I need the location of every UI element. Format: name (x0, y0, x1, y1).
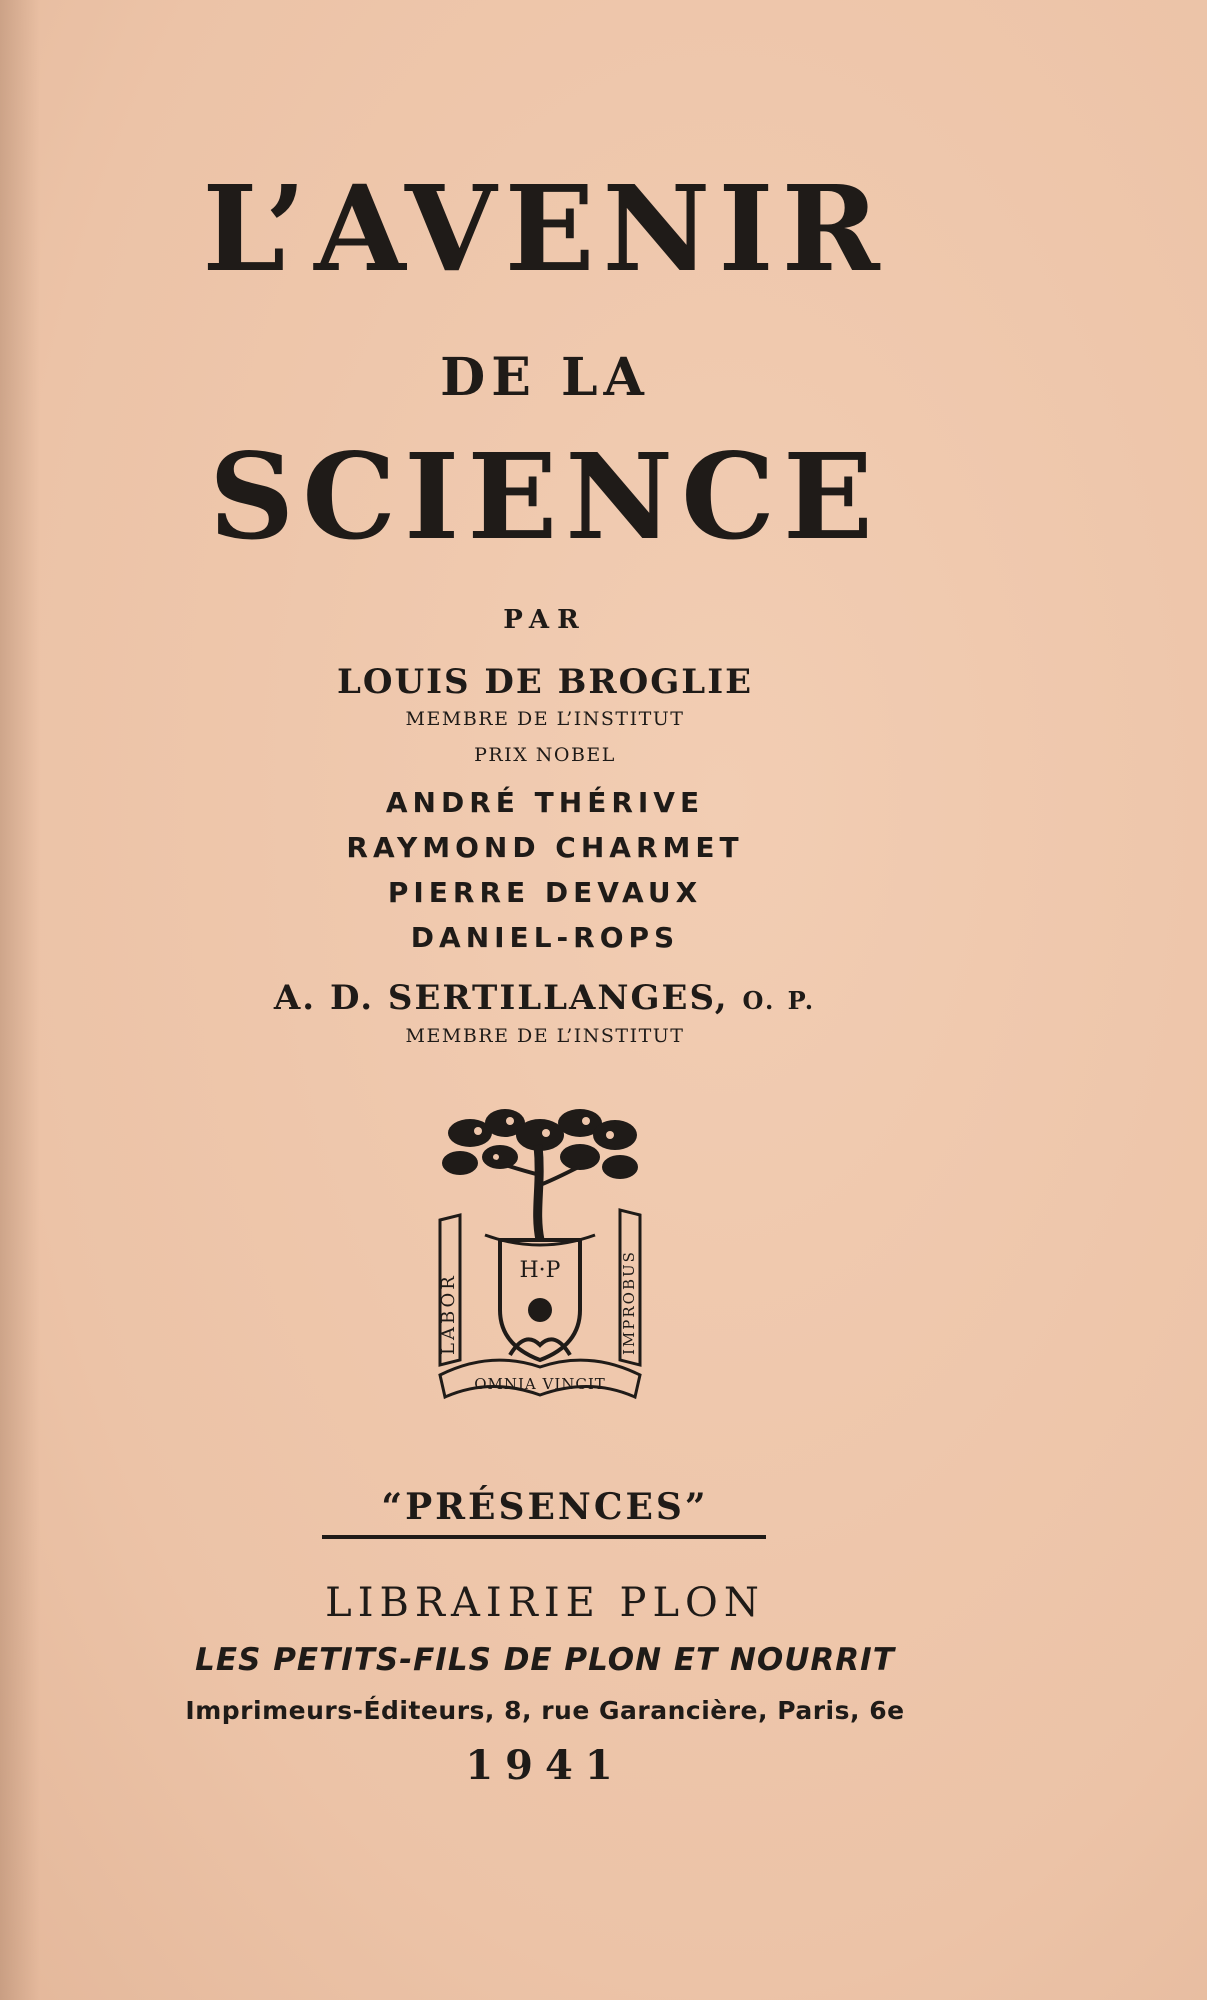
author-5: DANIEL-ROPS (410, 921, 680, 954)
author-3: RAYMOND CHARMET (346, 831, 744, 864)
publisher-mark-motto-right: IMPROBUS (620, 1250, 638, 1355)
author-4: PIERRE DEVAUX (387, 876, 703, 909)
title-line-1: L’AVENIR (202, 159, 888, 298)
author-main-credit-1: MEMBRE DE L’INSTITUT (405, 708, 685, 730)
collection-rule (322, 1535, 766, 1539)
publisher-name: LIBRAIRIE PLON (325, 1580, 765, 1626)
publisher-mark-icon (430, 1105, 650, 1415)
author-6-name: A. D. SERTILLANGES, (273, 978, 729, 1018)
author-main-name: LOUIS DE BROGLIE (336, 662, 754, 702)
publisher-mark-motto-bottom: OMNIA VINCIT (474, 1375, 606, 1393)
by-label: PAR (503, 605, 587, 635)
title-line-3: SCIENCE (209, 427, 881, 566)
title-line-2: DE LA (440, 347, 650, 408)
collection-name: “PRÉSENCES” (381, 1486, 709, 1528)
author-main-credit-2: PRIX NOBEL (474, 744, 616, 766)
author-2: ANDRÉ THÉRIVE (385, 786, 705, 819)
author-6 (0, 978, 1090, 1018)
publication-year: 1941 (465, 1742, 625, 1789)
publisher-mark-monogram: H·P (519, 1258, 561, 1283)
author-6-credit: MEMBRE DE L’INSTITUT (405, 1025, 685, 1047)
publisher-subtitle: LES PETITS-FILS DE PLON ET NOURRIT (195, 1642, 895, 1678)
publisher-mark-motto-left: LABOR (438, 1273, 459, 1355)
publisher-address: Imprimeurs-Éditeurs, 8, rue Garancière, Paris, 6e (185, 1696, 905, 1725)
author-6-suffix: O. P. (742, 986, 817, 1015)
